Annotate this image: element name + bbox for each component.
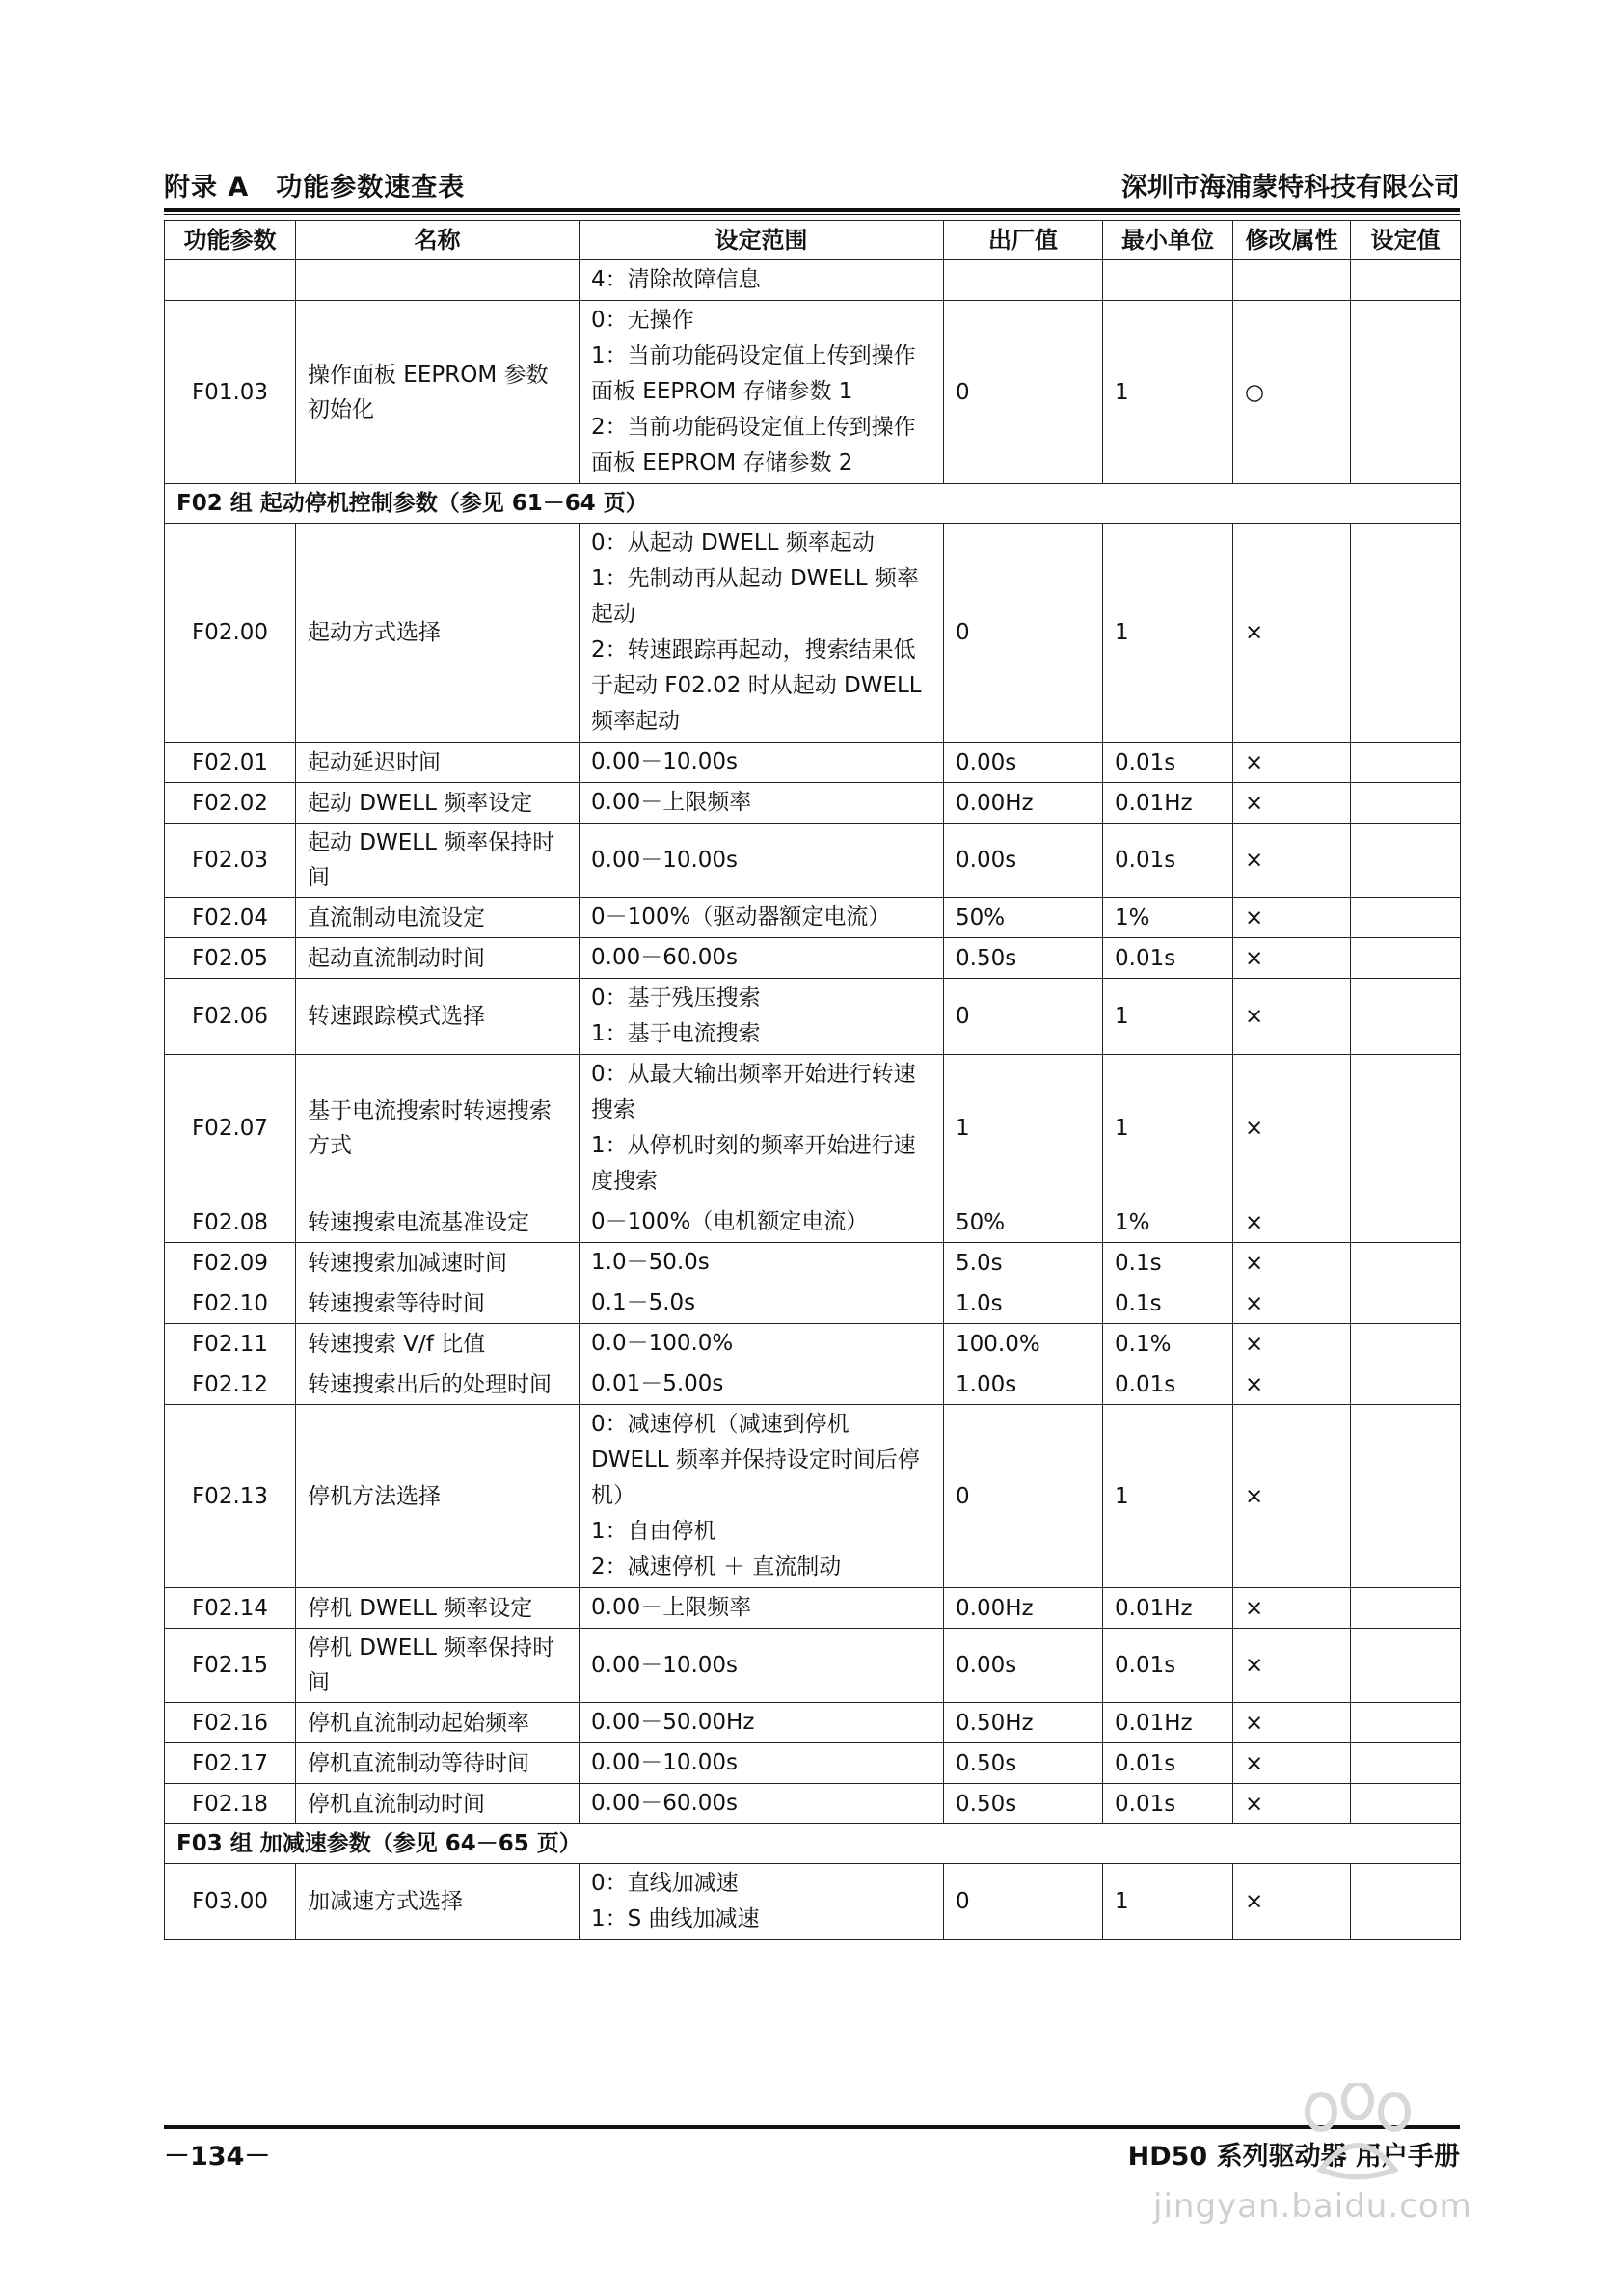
cell-setting [1351, 938, 1461, 979]
footer-rule [164, 2125, 1460, 2129]
cell-range [580, 1629, 944, 1703]
cell-code: F02.13 [165, 1405, 296, 1588]
table-row [165, 1864, 1461, 1940]
table-row [165, 260, 1461, 301]
cell-default: 0 [944, 979, 1103, 1055]
cell-unit: 1% [1103, 1202, 1233, 1243]
cell-code [165, 260, 296, 301]
table-row [165, 1743, 1461, 1784]
range-line: 0：基于残压搜索 [591, 986, 761, 1011]
cell-code: F02.17 [165, 1743, 296, 1784]
table-row [165, 824, 1461, 898]
footer-manual-title: HD50 系列驱动器 用户手册 [1127, 2142, 1460, 2172]
group-row [165, 484, 1461, 524]
table-row [165, 979, 1461, 1055]
cell-unit: 0.01Hz [1103, 783, 1233, 824]
cell-code: F01.03 [165, 301, 296, 484]
cell-unit: 0.1s [1103, 1283, 1233, 1324]
group-title: F03 组 加减速参数（参见 64－65 页） [165, 1824, 1461, 1864]
cell-default: 0.50s [944, 938, 1103, 979]
cell-attr: ○ [1233, 301, 1351, 484]
header-company: 深圳市海浦蒙特科技有限公司 [1121, 173, 1460, 203]
cell-range [580, 979, 944, 1055]
table-row [165, 743, 1461, 783]
cell-range [580, 1784, 944, 1824]
page-number: －134－ [164, 2142, 271, 2172]
cell-range [580, 301, 944, 484]
table-row [165, 1324, 1461, 1364]
range-line: 0.1－5.0s [591, 1290, 696, 1315]
parameter-table [164, 220, 1461, 1940]
range-line: 0：无操作 [591, 308, 694, 333]
cell-name: 起动 DWELL 频率保持时间 [296, 824, 580, 898]
cell-name: 停机直流制动起始频率 [296, 1703, 580, 1743]
table-row [165, 783, 1461, 824]
range-line: 2：当前功能码设定值上传到操作面板 EEPROM 存储参数 2 [591, 415, 916, 475]
table-row [165, 524, 1461, 743]
cell-range [580, 1588, 944, 1629]
cell-range [580, 898, 944, 938]
range-line: 0.00－10.00s [591, 1652, 739, 1678]
cell-attr: × [1233, 1283, 1351, 1324]
cell-default: 0.50Hz [944, 1703, 1103, 1743]
cell-attr: × [1233, 1405, 1351, 1588]
cell-code: F02.00 [165, 524, 296, 743]
range-line: 0.00－10.00s [591, 847, 739, 873]
cell-range [580, 524, 944, 743]
cell-code: F02.08 [165, 1202, 296, 1243]
cell-name: 加减速方式选择 [296, 1864, 580, 1940]
cell-default: 0.00s [944, 743, 1103, 783]
paw-watermark-icon [1282, 2083, 1475, 2189]
cell-attr: × [1233, 1588, 1351, 1629]
group-row [165, 1824, 1461, 1864]
cell-default: 1 [944, 1055, 1103, 1202]
cell-range [580, 1243, 944, 1283]
table-row [165, 1283, 1461, 1324]
cell-setting [1351, 524, 1461, 743]
table-row [165, 938, 1461, 979]
cell-attr: × [1233, 938, 1351, 979]
cell-default: 0 [944, 1864, 1103, 1940]
cell-setting [1351, 1364, 1461, 1405]
cell-range [580, 1055, 944, 1202]
cell-default: 0.50s [944, 1784, 1103, 1824]
cell-unit: 1 [1103, 979, 1233, 1055]
cell-attr: × [1233, 743, 1351, 783]
cell-name: 转速搜索电流基准设定 [296, 1202, 580, 1243]
col-header: 功能参数 [165, 221, 296, 260]
cell-attr [1233, 260, 1351, 301]
range-line: 2：转速跟踪再起动，搜索结果低于起动 F02.02 时从起动 DWELL 频率起动 [591, 637, 922, 734]
cell-setting [1351, 1629, 1461, 1703]
col-header: 最小单位 [1103, 221, 1233, 260]
cell-unit: 0.01s [1103, 824, 1233, 898]
cell-unit: 0.01s [1103, 1364, 1233, 1405]
cell-attr: × [1233, 1784, 1351, 1824]
cell-default: 0.00s [944, 824, 1103, 898]
cell-code: F02.05 [165, 938, 296, 979]
range-line: 0：减速停机（减速到停机 DWELL 频率并保持设定时间后停机） [591, 1412, 920, 1508]
cell-range [580, 938, 944, 979]
cell-name [296, 260, 580, 301]
cell-unit: 0.01s [1103, 1629, 1233, 1703]
col-header: 修改属性 [1233, 221, 1351, 260]
header-rule-thin [164, 214, 1460, 215]
cell-default: 0.00Hz [944, 783, 1103, 824]
range-line: 0.00－10.00s [591, 1750, 739, 1775]
range-line: 0.00－50.00Hz [591, 1710, 755, 1735]
cell-unit: 0.01s [1103, 1743, 1233, 1784]
range-line: 0.00－10.00s [591, 749, 739, 774]
cell-name: 停机 DWELL 频率设定 [296, 1588, 580, 1629]
col-header: 出厂值 [944, 221, 1103, 260]
cell-default [944, 260, 1103, 301]
table-row [165, 1784, 1461, 1824]
cell-range [580, 824, 944, 898]
cell-unit: 0.01s [1103, 743, 1233, 783]
header-rule [164, 208, 1460, 212]
cell-range [580, 1703, 944, 1743]
range-line: 0.00－60.00s [591, 945, 739, 970]
range-line: 1：当前功能码设定值上传到操作面板 EEPROM 存储参数 1 [591, 343, 916, 404]
range-line: 0：直线加减速 [591, 1871, 739, 1896]
cell-default: 50% [944, 1202, 1103, 1243]
cell-unit: 0.01Hz [1103, 1588, 1233, 1629]
table-row [165, 1405, 1461, 1588]
cell-code: F02.06 [165, 979, 296, 1055]
cell-setting [1351, 1864, 1461, 1940]
cell-name: 转速跟踪模式选择 [296, 979, 580, 1055]
range-line: 1：自由停机 [591, 1519, 716, 1544]
cell-unit: 1 [1103, 1864, 1233, 1940]
cell-name: 转速搜索 V/f 比值 [296, 1324, 580, 1364]
cell-default: 0.00Hz [944, 1588, 1103, 1629]
cell-attr: × [1233, 1055, 1351, 1202]
cell-setting [1351, 1743, 1461, 1784]
cell-code: F02.04 [165, 898, 296, 938]
watermark-text: jingyan.baidu.com [1153, 2187, 1472, 2226]
cell-default: 0 [944, 1405, 1103, 1588]
range-line: 0.0－100.0% [591, 1331, 734, 1356]
cell-name: 起动延迟时间 [296, 743, 580, 783]
cell-setting [1351, 1784, 1461, 1824]
range-line: 0.00－60.00s [591, 1791, 739, 1816]
cell-default: 1.00s [944, 1364, 1103, 1405]
header-section-title: 附录 A 功能参数速查表 [164, 173, 466, 203]
range-line: 0－100%（驱动器额定电流） [591, 905, 891, 930]
cell-setting [1351, 301, 1461, 484]
cell-name: 基于电流搜索时转速搜索方式 [296, 1055, 580, 1202]
cell-range [580, 1202, 944, 1243]
range-line: 1.0－50.0s [591, 1250, 710, 1275]
cell-attr: × [1233, 824, 1351, 898]
cell-code: F02.01 [165, 743, 296, 783]
cell-setting [1351, 1324, 1461, 1364]
range-line: 1：基于电流搜索 [591, 1021, 761, 1046]
cell-attr: × [1233, 1864, 1351, 1940]
range-line: 1：S 曲线加减速 [591, 1906, 760, 1931]
cell-unit: 0.01s [1103, 1784, 1233, 1824]
cell-code: F02.15 [165, 1629, 296, 1703]
cell-unit [1103, 260, 1233, 301]
cell-unit: 0.1s [1103, 1243, 1233, 1283]
cell-unit: 0.1% [1103, 1324, 1233, 1364]
cell-name: 起动方式选择 [296, 524, 580, 743]
cell-default: 0.50s [944, 1743, 1103, 1784]
cell-range [580, 1864, 944, 1940]
cell-attr: × [1233, 783, 1351, 824]
page-header [164, 166, 1460, 208]
cell-name: 转速搜索等待时间 [296, 1283, 580, 1324]
cell-name: 操作面板 EEPROM 参数初始化 [296, 301, 580, 484]
cell-setting [1351, 1055, 1461, 1202]
cell-name: 停机直流制动时间 [296, 1784, 580, 1824]
table-row [165, 1202, 1461, 1243]
range-line: 2：减速停机 ＋ 直流制动 [591, 1554, 842, 1580]
col-header: 设定值 [1351, 221, 1461, 260]
cell-attr: × [1233, 524, 1351, 743]
cell-code: F02.12 [165, 1364, 296, 1405]
table-row [165, 1055, 1461, 1202]
group-title: F02 组 起动停机控制参数（参见 61－64 页） [165, 484, 1461, 524]
cell-attr: × [1233, 1629, 1351, 1703]
cell-setting [1351, 1703, 1461, 1743]
cell-attr: × [1233, 1703, 1351, 1743]
cell-range [580, 783, 944, 824]
cell-code: F02.16 [165, 1703, 296, 1743]
cell-range [580, 260, 944, 301]
cell-name: 起动 DWELL 频率设定 [296, 783, 580, 824]
col-header: 设定范围 [580, 221, 944, 260]
range-line: 0.01－5.00s [591, 1371, 724, 1396]
range-line: 0：从起动 DWELL 频率起动 [591, 530, 875, 555]
cell-setting [1351, 1202, 1461, 1243]
cell-unit: 0.01Hz [1103, 1703, 1233, 1743]
cell-unit: 1% [1103, 898, 1233, 938]
range-line: 1：从停机时刻的频率开始进行速度搜索 [591, 1133, 916, 1194]
cell-default: 0.00s [944, 1629, 1103, 1703]
cell-code: F03.00 [165, 1864, 296, 1940]
table-row [165, 1588, 1461, 1629]
cell-name: 起动直流制动时间 [296, 938, 580, 979]
cell-name: 停机 DWELL 频率保持时间 [296, 1629, 580, 1703]
cell-setting [1351, 1405, 1461, 1588]
cell-setting [1351, 743, 1461, 783]
cell-unit: 1 [1103, 1405, 1233, 1588]
cell-range [580, 1324, 944, 1364]
cell-attr: × [1233, 1364, 1351, 1405]
cell-default: 0 [944, 301, 1103, 484]
table-row [165, 898, 1461, 938]
cell-attr: × [1233, 1202, 1351, 1243]
range-line: 4：清除故障信息 [591, 267, 761, 292]
cell-code: F02.03 [165, 824, 296, 898]
cell-setting [1351, 824, 1461, 898]
cell-attr: × [1233, 1243, 1351, 1283]
range-line: 0－100%（电机额定电流） [591, 1209, 869, 1234]
cell-range [580, 1283, 944, 1324]
cell-setting [1351, 260, 1461, 301]
cell-unit: 1 [1103, 1055, 1233, 1202]
cell-setting [1351, 898, 1461, 938]
cell-unit: 1 [1103, 524, 1233, 743]
cell-name: 直流制动电流设定 [296, 898, 580, 938]
cell-code: F02.02 [165, 783, 296, 824]
cell-default: 0 [944, 524, 1103, 743]
cell-range [580, 1364, 944, 1405]
cell-name: 停机方法选择 [296, 1405, 580, 1588]
table-header-row [165, 221, 1461, 260]
range-line: 0：从最大输出频率开始进行转速搜索 [591, 1062, 916, 1122]
cell-default: 50% [944, 898, 1103, 938]
cell-code: F02.18 [165, 1784, 296, 1824]
range-line: 1：先制动再从起动 DWELL 频率起动 [591, 566, 919, 627]
table-row [165, 1629, 1461, 1703]
cell-attr: × [1233, 1743, 1351, 1784]
range-line: 0.00－上限频率 [591, 790, 752, 815]
table-row [165, 1364, 1461, 1405]
cell-default: 5.0s [944, 1243, 1103, 1283]
cell-attr: × [1233, 898, 1351, 938]
cell-setting [1351, 979, 1461, 1055]
table-row [165, 1703, 1461, 1743]
page-footer [164, 2135, 1460, 2177]
table-row [165, 1243, 1461, 1283]
cell-name: 转速搜索加减速时间 [296, 1243, 580, 1283]
cell-setting [1351, 1243, 1461, 1283]
cell-code: F02.11 [165, 1324, 296, 1364]
cell-unit: 0.01s [1103, 938, 1233, 979]
cell-attr: × [1233, 979, 1351, 1055]
cell-name: 转速搜索出后的处理时间 [296, 1364, 580, 1405]
cell-code: F02.10 [165, 1283, 296, 1324]
cell-attr: × [1233, 1324, 1351, 1364]
cell-code: F02.07 [165, 1055, 296, 1202]
cell-default: 1.0s [944, 1283, 1103, 1324]
cell-range [580, 743, 944, 783]
cell-code: F02.14 [165, 1588, 296, 1629]
cell-default: 100.0% [944, 1324, 1103, 1364]
cell-setting [1351, 1588, 1461, 1629]
cell-setting [1351, 1283, 1461, 1324]
cell-code: F02.09 [165, 1243, 296, 1283]
cell-setting [1351, 783, 1461, 824]
cell-unit: 1 [1103, 301, 1233, 484]
range-line: 0.00－上限频率 [591, 1595, 752, 1620]
cell-range [580, 1405, 944, 1588]
cell-name: 停机直流制动等待时间 [296, 1743, 580, 1784]
col-header: 名称 [296, 221, 580, 260]
table-row [165, 301, 1461, 484]
cell-range [580, 1743, 944, 1784]
